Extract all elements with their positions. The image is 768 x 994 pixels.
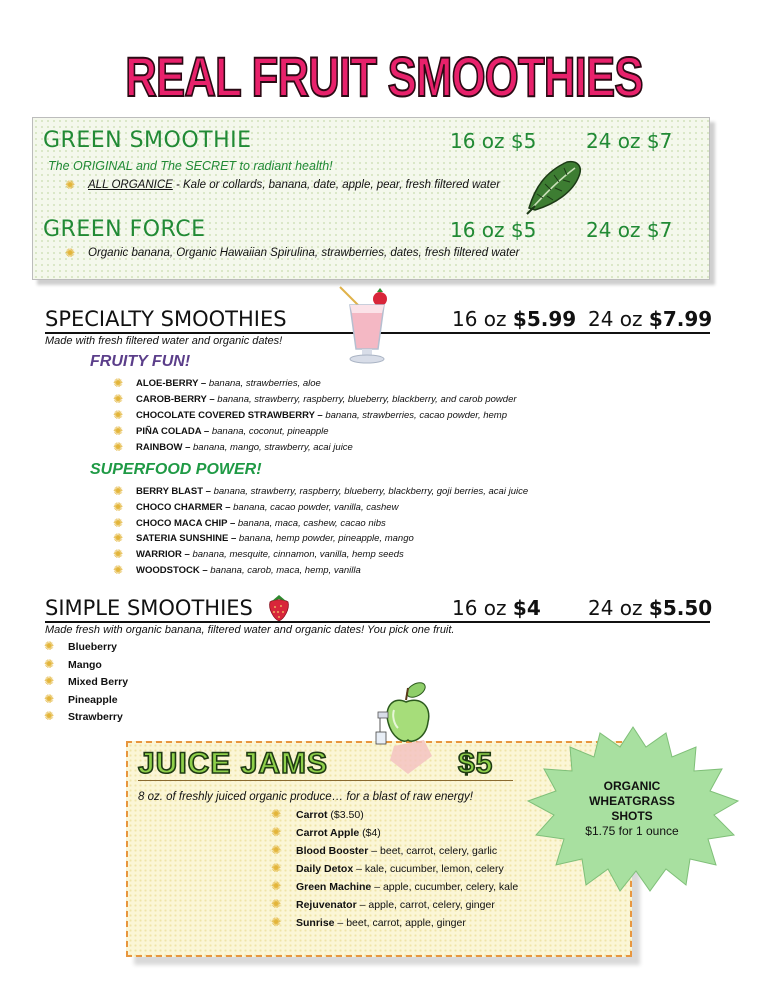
superfood-list (113, 485, 673, 580)
specialty-price-16 (452, 307, 576, 331)
juice-text (296, 809, 364, 821)
item-text (136, 502, 398, 513)
juice-divider (138, 780, 513, 781)
specialty-price-24 (588, 307, 712, 331)
item-text (136, 394, 517, 405)
item-name: PIÑA COLADA – (136, 426, 210, 437)
item-name: CHOCOLATE COVERED STRAWBERRY – (136, 410, 323, 421)
green-smoothie-box (32, 117, 710, 280)
bullet-icon: ✺ (113, 531, 124, 546)
list-item (113, 409, 673, 425)
wheatgrass-line-3: SHOTS (611, 809, 653, 823)
price-value: $4 (512, 596, 541, 620)
green-smoothie-desc (88, 179, 500, 191)
green-force-price-16: 16 oz $5 (450, 218, 537, 242)
list-item (113, 532, 673, 548)
item-name: CHOCO CHARMER – (136, 501, 231, 513)
bullet-icon: ✺ (113, 408, 124, 422)
fruit-name: Mixed Berry (68, 676, 129, 689)
wheatgrass-line-1: ORGANIC (603, 779, 661, 793)
specialty-title: SPECIALTY SMOOTHIES (45, 307, 287, 331)
juice-name: Sunrise (296, 917, 335, 929)
strawberry-icon (264, 593, 294, 623)
juice-name: Blood Booster (296, 845, 369, 857)
item-text (136, 426, 329, 437)
simple-price-24 (588, 596, 712, 620)
bullet-icon: ✺ (44, 656, 55, 671)
simple-title: SIMPLE SMOOTHIES (45, 596, 253, 620)
price-label: 24 oz (588, 596, 643, 620)
juice-name: Rejuvenator (296, 899, 357, 911)
bullet-icon: ✺ (113, 376, 124, 390)
item-text (136, 486, 528, 497)
green-smoothie-price-16: 16 oz $5 (450, 129, 537, 153)
bullet-icon: ✺ (271, 861, 282, 875)
juice-desc: ($4) (359, 827, 381, 839)
apple-juicer-icon (374, 676, 442, 776)
list-item (113, 564, 673, 580)
list-item (113, 441, 673, 457)
section-divider (45, 621, 710, 623)
juice-text (296, 917, 466, 929)
price-value: $5.99 (512, 307, 577, 331)
list-item (113, 393, 673, 409)
juice-note: 8 oz. of freshly juiced organic produce… for a blast of raw energy! (138, 791, 473, 803)
organic-lead: ALL ORGANICE (88, 179, 173, 191)
bullet-icon: ✺ (113, 562, 124, 577)
juice-desc: – kale, cucumber, lemon, celery (353, 863, 504, 875)
fruit-name: Mango (68, 658, 102, 671)
price-label: 24 oz (588, 307, 643, 331)
bullet-icon: ✺ (113, 499, 124, 514)
juice-name: Green Machine (296, 881, 372, 893)
bullet-icon: ✺ (271, 879, 282, 893)
juice-text (296, 881, 518, 893)
bullet-icon: ✺ (271, 897, 282, 911)
item-text (136, 565, 361, 576)
bullet-icon: ✺ (113, 547, 124, 562)
list-item (113, 501, 673, 517)
item-text (136, 533, 414, 544)
wheatgrass-text (562, 779, 702, 839)
item-desc: banana, cacao powder, vanilla, cashew (230, 501, 399, 513)
juice-text (296, 899, 495, 911)
item-text (136, 549, 404, 560)
list-item (113, 517, 673, 533)
item-text (136, 410, 507, 421)
bullet-icon: ✺ (113, 484, 124, 498)
simple-price-16 (452, 596, 541, 620)
juice-desc: – apple, carrot, celery, ginger (356, 899, 495, 911)
fruity-fun-heading: FRUITY FUN! (90, 353, 191, 370)
item-name: ALOE-BERRY – (136, 378, 207, 389)
bullet-icon: ✺ (113, 392, 124, 406)
juice-jams-title: JUICE JAMS (138, 747, 329, 780)
list-item (113, 425, 673, 441)
item-desc: banana, strawberries, cacao powder, hemp (322, 410, 507, 421)
item-desc: banana, mango, strawberry, acai juice (190, 442, 353, 453)
juice-desc: – beet, carrot, apple, ginger (334, 917, 466, 929)
item-name: RAINBOW – (136, 442, 191, 453)
item-desc: banana, maca, cashew, cacao nibs (235, 517, 386, 529)
item-desc: banana, mesquite, cinnamon, vanilla, hemp seeds (189, 549, 404, 561)
bullet-icon: ✺ (65, 178, 76, 192)
bullet-icon: ✺ (271, 915, 282, 929)
item-name: BERRY BLAST – (136, 486, 211, 497)
kale-leaf-icon (525, 158, 587, 216)
bullet-icon: ✺ (271, 843, 282, 857)
item-desc: banana, hemp powder, pineapple, mango (236, 533, 414, 545)
green-force-name: GREEN FORCE (43, 217, 206, 242)
green-smoothie-price-24: 24 oz $7 (586, 129, 673, 153)
price-value: $5.50 (648, 596, 713, 620)
fruit-name: Pineapple (68, 693, 118, 706)
item-desc: banana, strawberries, aloe (206, 378, 321, 389)
list-item (113, 485, 673, 501)
bullet-icon: ✺ (65, 246, 76, 260)
juice-text (296, 863, 504, 875)
juice-name: Daily Detox (296, 863, 354, 875)
juice-desc: – beet, carrot, celery, garlic (368, 845, 498, 857)
wheatgrass-line-2: WHEATGRASS (589, 794, 675, 808)
item-name: WOODSTOCK – (136, 564, 208, 576)
price-label: 16 oz (452, 596, 507, 620)
juice-text (296, 845, 497, 857)
item-desc: banana, strawberry, raspberry, blueberry, blackberry, goji berries, acai juice (210, 486, 529, 497)
bullet-icon: ✺ (113, 515, 124, 530)
wheatgrass-price: $1.75 for 1 ounce (585, 824, 679, 838)
juice-jams-price: $5 (458, 747, 494, 780)
specialty-note: Made with fresh filtered water and organic dates! (45, 335, 283, 347)
green-smoothie-name: GREEN SMOOTHIE (43, 128, 252, 153)
item-name: CAROB-BERRY – (136, 394, 215, 405)
fruit-name: Blueberry (68, 641, 118, 653)
milkshake-icon (334, 283, 398, 365)
green-tagline: The ORIGINAL and The SECRET to radiant health! (48, 159, 333, 173)
item-text (136, 442, 353, 453)
item-name: CHOCO MACA CHIP – (136, 517, 236, 529)
juice-desc: ($3.50) (327, 809, 364, 821)
item-desc: banana, carob, maca, hemp, vanilla (207, 564, 361, 576)
list-item (113, 548, 673, 564)
bullet-icon: ✺ (44, 674, 55, 689)
bullet-icon: ✺ (271, 825, 282, 839)
item-text (136, 518, 386, 529)
price-label: 16 oz (452, 307, 507, 331)
juice-text (296, 827, 381, 839)
juice-desc: – apple, cucumber, celery, kale (371, 881, 519, 893)
juice-name: Carrot Apple (296, 827, 360, 839)
juice-name: Carrot (296, 809, 328, 821)
page-title: REAL FRUIT SMOOTHIES (125, 45, 643, 108)
fruity-fun-list (113, 377, 673, 457)
item-desc: banana, coconut, pineapple (209, 426, 329, 437)
bullet-icon: ✺ (271, 807, 282, 821)
bullet-icon: ✺ (113, 424, 124, 438)
list-item (113, 377, 673, 393)
item-desc: banana, strawberry, raspberry, blueberry, blackberry, and carob powder (214, 394, 517, 405)
item-text (136, 378, 321, 389)
bullet-icon: ✺ (44, 691, 55, 706)
green-force-price-24: 24 oz $7 (586, 218, 673, 242)
green-force-desc: Organic banana, Organic Hawaiian Spirulina, strawberries, dates, fresh filtered water (88, 247, 520, 259)
bullet-icon: ✺ (113, 440, 124, 454)
price-value: $7.99 (648, 307, 713, 331)
item-name: SATERIA SUNSHINE – (136, 533, 237, 545)
superfood-power-heading: SUPERFOOD POWER! (90, 461, 262, 478)
bullet-icon: ✺ (44, 639, 55, 653)
simple-note: Made fresh with organic banana, filtered water and organic dates! You pick one fruit. (45, 624, 455, 636)
green-smoothie-ingredients: - Kale or collards, banana, date, apple, pear, fresh filtered water (172, 179, 501, 191)
bullet-icon: ✺ (44, 709, 55, 724)
fruit-name: Strawberry (68, 711, 123, 724)
item-name: WARRIOR – (136, 549, 190, 561)
